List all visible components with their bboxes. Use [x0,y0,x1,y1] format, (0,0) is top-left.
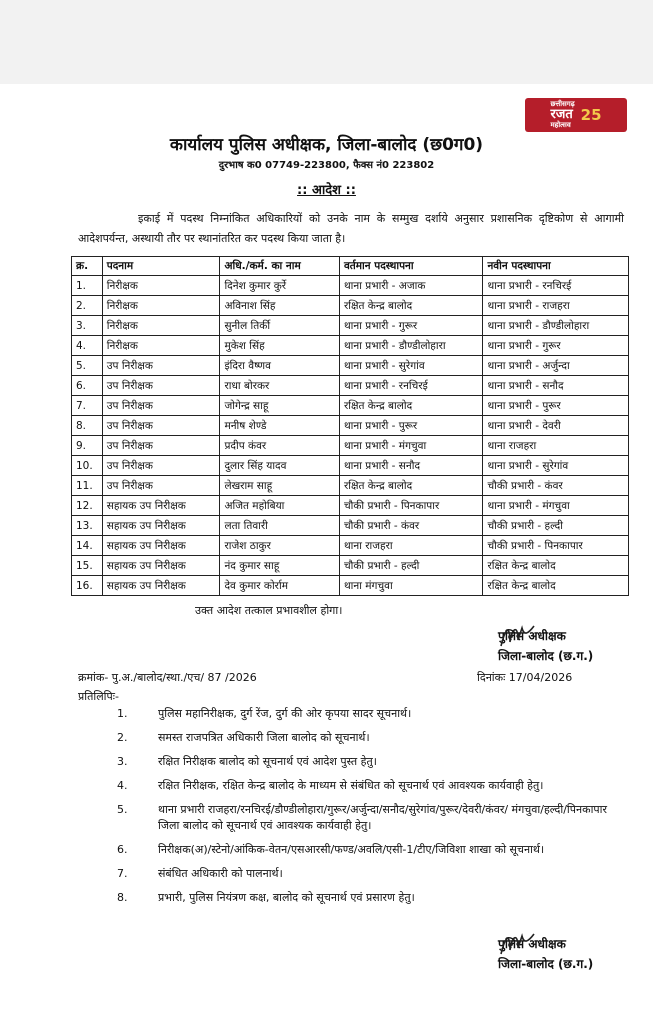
copy-item [117,842,617,858]
cell-new-posting: थाना प्रभारी - सुरेगांव [483,456,629,476]
signature-scribble [498,930,538,960]
cell-new-posting: थाना प्रभारी - राजहरा [483,296,629,316]
cell-current-posting: थाना प्रभारी - सुरेगांव [339,356,483,376]
cell-serial: 14. [72,536,103,556]
signature-district: जिला-बालोद (छ.ग.) [498,957,594,971]
header-name: अधि./कर्म. का नाम [220,257,339,276]
copy-item-text: संबंधित अधिकारी को पालनार्थ। [158,867,283,880]
copy-item [117,730,617,746]
cell-new-posting: थाना प्रभारी - सनौद [483,376,629,396]
cell-designation: निरीक्षक [102,276,220,296]
cell-serial: 9. [72,436,103,456]
cell-new-posting: थाना प्रभारी - रनचिरई [483,276,629,296]
table-row [72,276,629,296]
cell-current-posting: रक्षित केन्द्र बालोद [339,396,483,416]
order-intro: इकाई में पदस्थ निम्नांकित अधिकारियों को उनके नाम के सम्मुख दर्शाये अनुसार प्रशासनिक दृष्टिकोण से आगामी आदेशपर्यन्त, अस्थायी तौर पर स्थानांतरित कर पदस्थ किया जाता है। [78,212,624,245]
copy-item-number: 8. [117,891,128,904]
cell-new-posting: रक्षित केन्द्र बालोद [483,576,629,596]
cell-serial: 7. [72,396,103,416]
cell-name: अविनाश सिंह [220,296,339,316]
table-row [72,556,629,576]
cell-serial: 10. [72,456,103,476]
logo-line3: महोत्सव [550,121,571,129]
copy-item [117,706,617,722]
cell-designation: उप निरीक्षक [102,436,220,456]
table-row [72,536,629,556]
table-row [72,476,629,496]
cell-serial: 1. [72,276,103,296]
office-contact: दुरभाष क0 07749-223800, फैक्स नं0 223802 [218,160,435,171]
copy-item-text: पुलिस महानिरीक्षक, दुर्ग रेंज, दुर्ग की ओर कृपया सादर सूचनार्थ। [158,707,412,720]
cell-serial: 8. [72,416,103,436]
cell-serial: 5. [72,356,103,376]
copy-item-number: 3. [117,755,128,768]
signature-scribble [498,622,538,652]
cell-name: मनीष शेण्डे [220,416,339,436]
cell-designation: सहायक उप निरीक्षक [102,556,220,576]
cell-serial: 12. [72,496,103,516]
table-header-row [72,257,629,276]
cell-new-posting: रक्षित केन्द्र बालोद [483,556,629,576]
cell-name: दिनेश कुमार कुर्रे [220,276,339,296]
copy-item-text: समस्त राजपत्रित अधिकारी जिला बालोद को सूचनार्थ। [158,731,370,744]
cell-designation: सहायक उप निरीक्षक [102,496,220,516]
cell-current-posting: थाना प्रभारी - डौण्डीलोहारा [339,336,483,356]
copy-item-text: निरीक्षक(अ)/स्टेनो/आंकिक-वेतन/एसआरसी/फण्ड/अवलि/एसी-1/टीए/जिविशा शाखा को सूचनार्थ। [158,843,545,856]
cell-name: राधा बोरकर [220,376,339,396]
cell-designation: उप निरीक्षक [102,456,220,476]
signature-title: पुलिस अधीक्षक [498,629,566,643]
copy-item [117,754,617,770]
cell-designation: निरीक्षक [102,296,220,316]
logo-line1: छत्तीसगढ़ [550,100,575,108]
cell-serial: 4. [72,336,103,356]
cell-designation: उप निरीक्षक [102,476,220,496]
copy-item-text: रक्षित निरीक्षक, रक्षित केन्द्र बालोद के माध्यम से संबंधित को सूचनार्थ एवं आवश्यक कार्यवाही हेतु। [158,779,544,792]
copy-item-number: 6. [117,843,128,856]
header-new-posting: नवीन पदस्थापना [483,257,629,276]
cell-serial: 13. [72,516,103,536]
effect-note: उक्त आदेश तत्काल प्रभावशील होगा। [195,604,343,617]
table-row [72,416,629,436]
cell-current-posting: थाना प्रभारी - रनचिरई [339,376,483,396]
copy-item-number: 4. [117,779,128,792]
signature-block-1 [498,626,593,666]
cell-serial: 3. [72,316,103,336]
cell-current-posting: थाना राजहरा [339,536,483,556]
table-row [72,296,629,316]
cell-designation: सहायक उप निरीक्षक [102,536,220,556]
cell-designation: उप निरीक्षक [102,356,220,376]
transfer-table [71,256,629,596]
cell-current-posting: थाना प्रभारी - सनौद [339,456,483,476]
order-title [0,180,653,198]
cell-new-posting: थाना प्रभारी - अर्जुन्दा [483,356,629,376]
rajat-mahotsav-logo [525,98,627,132]
cell-new-posting: थाना राजहरा [483,436,629,456]
cell-designation: निरीक्षक [102,316,220,336]
cell-name: नंद कुमार साहू [220,556,339,576]
reference-number: क्रमांक- पु.अ./बालोद/स्था./एच/ 87 /2026 [78,671,257,684]
table-row [72,316,629,336]
cell-designation: सहायक उप निरीक्षक [102,516,220,536]
cell-designation: सहायक उप निरीक्षक [102,576,220,596]
cell-current-posting: थाना प्रभारी - पुरूर [339,416,483,436]
screen-top-bar [0,0,653,84]
table-row [72,456,629,476]
cell-new-posting: चौकी प्रभारी - पिनकापार [483,536,629,556]
cell-name: लता तिवारी [220,516,339,536]
cell-serial: 16. [72,576,103,596]
cell-name: जोगेन्द्र साहू [220,396,339,416]
table-body [72,276,629,596]
copy-item-number: 5. [117,803,128,816]
cell-name: राजेश ठाकुर [220,536,339,556]
cell-new-posting: थाना प्रभारी - देवरी [483,416,629,436]
cell-designation: निरीक्षक [102,336,220,356]
copy-to-list [117,706,617,914]
header-designation: पदनाम [102,257,220,276]
cell-new-posting: चौकी प्रभारी - कंवर [483,476,629,496]
cell-new-posting: थाना प्रभारी - गुरूर [483,336,629,356]
table-row [72,336,629,356]
copy-item-text: थाना प्रभारी राजहरा/रनचिरई/डौण्डीलोहारा/गुरूर/अर्जुन्दा/सनौद/सुरेगांव/पुरूर/देवरी/कंवर/ मंगचुवा/हल्दी/पिनकापार जिला बालोद को सूचनार्थ एवं आवश्यक कार्यवाही हेतु। [158,803,608,832]
order-title-text: :: आदेश :: [297,183,356,198]
copy-item [117,890,617,906]
cell-current-posting: चौकी प्रभारी - कंवर [339,516,483,536]
table-row [72,496,629,516]
copy-item-number: 7. [117,867,128,880]
table-row [72,576,629,596]
cell-new-posting: चौकी प्रभारी - हल्दी [483,516,629,536]
table-row [72,376,629,396]
copy-item-text: प्रभारी, पुलिस नियंत्रण कक्ष, बालोद को सूचनार्थ एवं प्रसारण हेतु। [158,891,415,904]
table-row [72,436,629,456]
table-row [72,516,629,536]
copy-item-text: रक्षित निरीक्षक बालोद को सूचनार्थ एवं आदेश पुस्त हेतु। [158,755,377,768]
logo-line2: रजत [550,107,573,122]
table-row [72,356,629,376]
order-date: दिनांकः 17/04/2026 [477,671,573,684]
cell-current-posting: चौकी प्रभारी - हल्दी [339,556,483,576]
copy-item [117,802,617,834]
copy-item [117,778,617,794]
cell-current-posting: थाना प्रभारी - मंगचुवा [339,436,483,456]
cell-current-posting: रक्षित केन्द्र बालोद [339,476,483,496]
header-current-posting: वर्तमान पदस्थापना [339,257,483,276]
header-serial: क्र. [72,257,103,276]
cell-current-posting: रक्षित केन्द्र बालोद [339,296,483,316]
cell-name: दुलार सिंह यादव [220,456,339,476]
cell-name: देव कुमार कोर्राम [220,576,339,596]
cell-current-posting: थाना प्रभारी - गुरूर [339,316,483,336]
cell-new-posting: थाना प्रभारी - डौण्डीलोहारा [483,316,629,336]
copy-item-number: 2. [117,731,128,744]
cell-name: मुकेश सिंह [220,336,339,356]
cell-serial: 15. [72,556,103,576]
cell-new-posting: थाना प्रभारी - पुरूर [483,396,629,416]
cell-name: अजित महोबिया [220,496,339,516]
cell-current-posting: थाना मंगचुवा [339,576,483,596]
signature-title: पुलिस अधीक्षक [498,937,566,951]
office-title: कार्यालय पुलिस अधीक्षक, जिला-बालोद (छ0ग0) [169,135,484,155]
signature-block-2 [498,934,593,974]
cell-current-posting: थाना प्रभारी - अजाक [339,276,483,296]
signature-district: जिला-बालोद (छ.ग.) [498,649,594,663]
table-row [72,396,629,416]
cell-name: इंदिरा वैष्णव [220,356,339,376]
cell-serial: 11. [72,476,103,496]
cell-designation: उप निरीक्षक [102,416,220,436]
copy-to-title: प्रतिलिपिः- [78,690,119,703]
cell-serial: 6. [72,376,103,396]
cell-serial: 2. [72,296,103,316]
copy-item [117,866,617,882]
copy-item-number: 1. [117,707,128,720]
cell-designation: उप निरीक्षक [102,396,220,416]
cell-current-posting: चौकी प्रभारी - पिनकापार [339,496,483,516]
cell-name: प्रदीप कंवर [220,436,339,456]
cell-designation: उप निरीक्षक [102,376,220,396]
cell-new-posting: थाना प्रभारी - मंगचुवा [483,496,629,516]
logo-number: 25 [580,106,602,124]
cell-name: सुनील तिर्की [220,316,339,336]
cell-name: लेखराम साहू [220,476,339,496]
